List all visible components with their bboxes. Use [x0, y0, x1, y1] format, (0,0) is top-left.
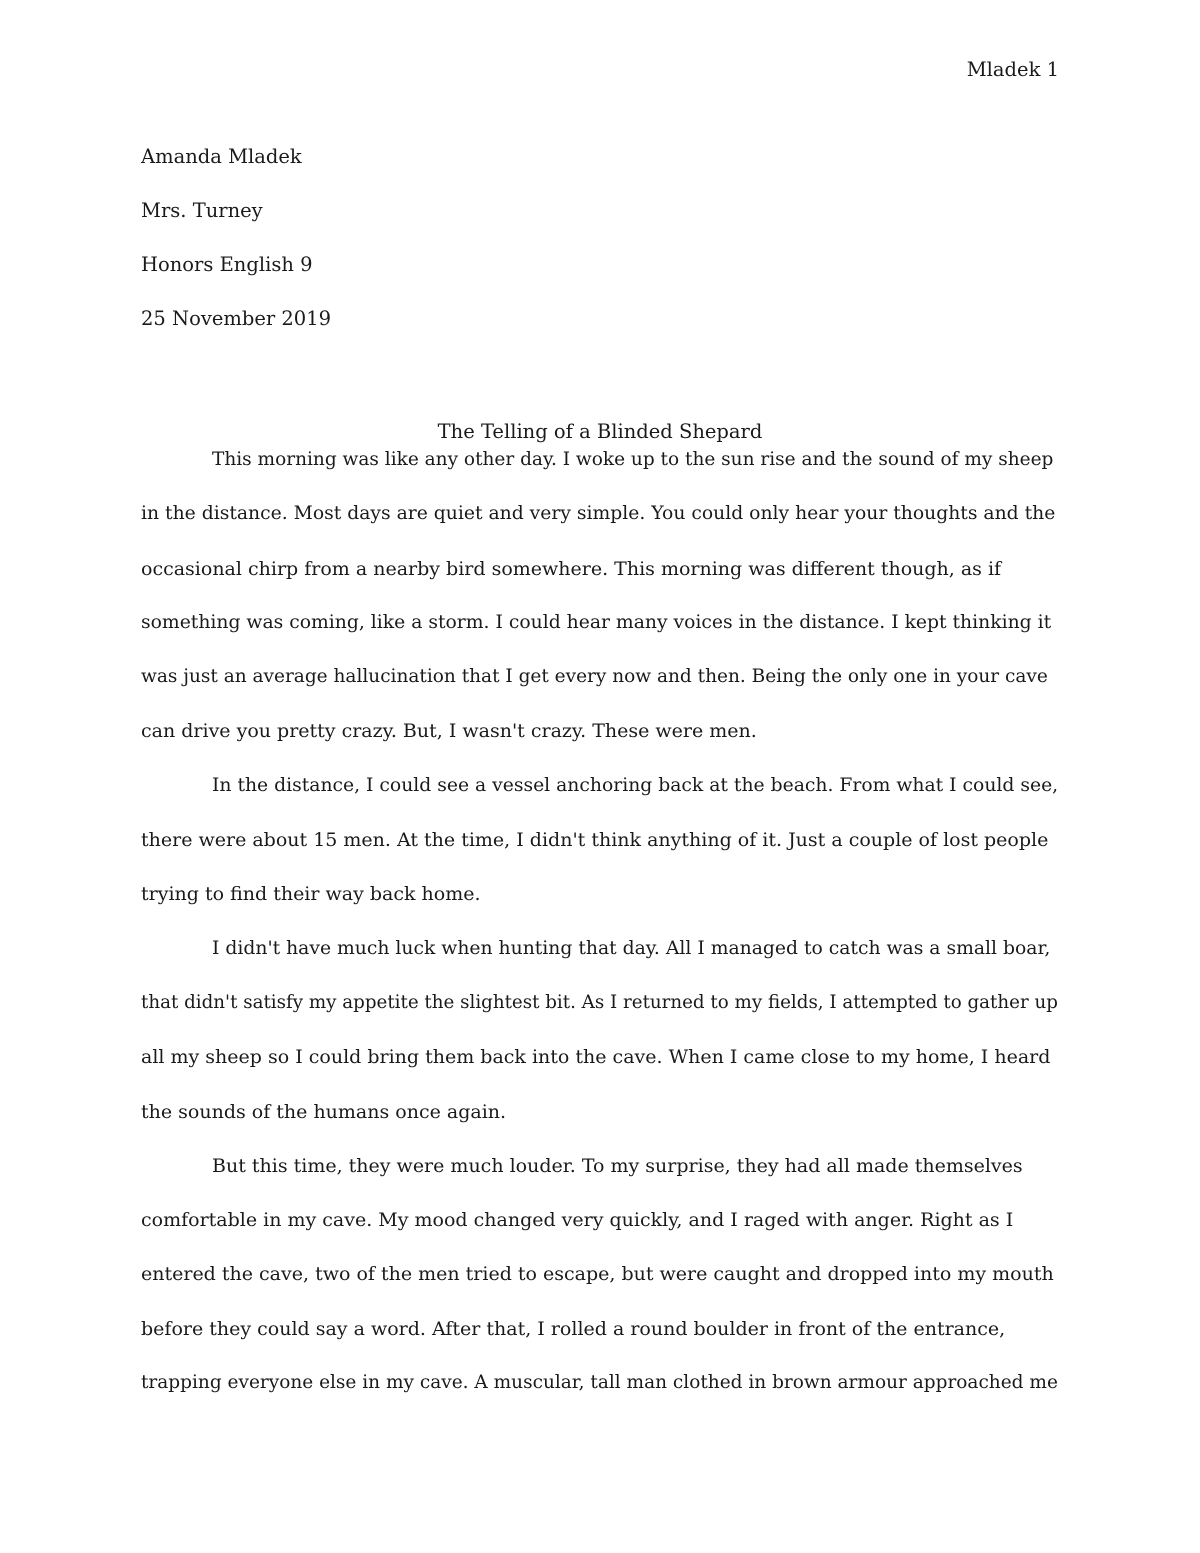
body-line: I didn't have much luck when hunting that day. All I managed to catch was a small boar,: [212, 937, 1051, 959]
body-line: In the distance, I could see a vessel anchoring back at the beach. From what I could see,: [212, 774, 1059, 796]
course-name: Honors English 9: [141, 253, 313, 276]
body-line: that didn't satisfy my appetite the slightest bit. As I returned to my fields, I attempted to gather up: [141, 991, 1058, 1013]
body-line: But this time, they were much louder. To my surprise, they had all made themselves: [212, 1154, 1023, 1177]
body-line: something was coming, like a storm. I could hear many voices in the distance. I kept thinking it: [141, 611, 1052, 633]
body-line: there were about 15 men. At the time, I didn't think anything of it. Just a couple of lost people: [141, 829, 1049, 852]
body-line: entered the cave, two of the men tried to escape, but were caught and dropped into my mouth: [141, 1263, 1054, 1286]
student-name: Amanda Mladek: [141, 145, 302, 168]
essay-body: [141, 446, 1059, 1423]
essay-title: The Telling of a Blinded Shepard: [437, 420, 763, 443]
teacher-name: Mrs. Turney: [141, 199, 263, 222]
body-line: trapping everyone else in my cave. A muscular, tall man clothed in brown armour approached me: [141, 1372, 1058, 1394]
body-line: all my sheep so I could bring them back into the cave. When I came close to my home, I heard: [141, 1046, 1051, 1069]
body-line: occasional chirp from a nearby bird somewhere. This morning was different though, as if: [141, 557, 1002, 580]
body-line: was just an average hallucination that I get every now and then. Being the only one in your cave: [141, 666, 1048, 688]
body-line: trying to find their way back home.: [141, 883, 481, 906]
body-line: before they could say a word. After that, I rolled a round boulder in front of the entrance,: [141, 1317, 1006, 1340]
heading-block: [141, 143, 1059, 359]
body-line: can drive you pretty crazy. But, I wasn't crazy. These were men.: [141, 720, 757, 743]
page-header: Mladek 1: [966, 58, 1059, 81]
body-line: in the distance. Most days are quiet and very simple. You could only hear your thoughts and the: [141, 503, 1056, 525]
essay-date: 25 November 2019: [141, 307, 332, 330]
body-line: the sounds of the humans once again.: [141, 1100, 507, 1123]
body-line: This morning was like any other day. I woke up to the sun rise and the sound of my sheep: [212, 449, 1054, 470]
body-line: comfortable in my cave. My mood changed very quickly, and I raged with anger. Right as I: [141, 1209, 1014, 1232]
